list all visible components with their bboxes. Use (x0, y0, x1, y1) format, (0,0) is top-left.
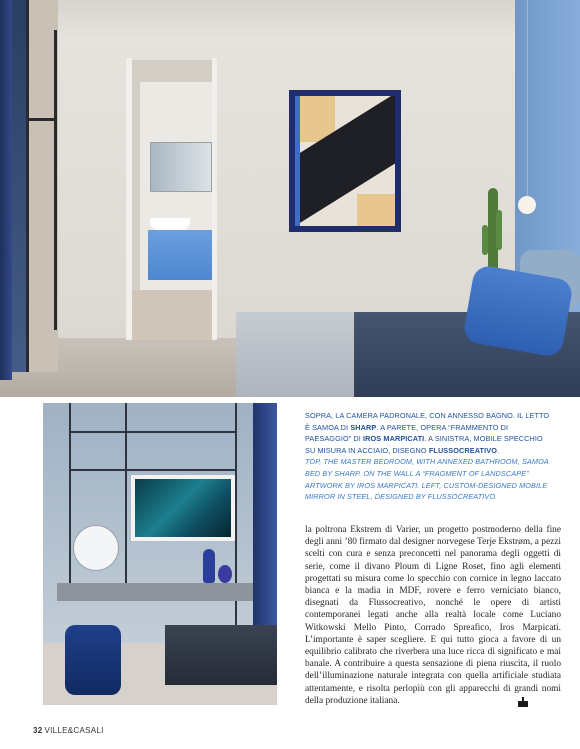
bathroom-cabinet (148, 230, 212, 280)
page-footer (33, 726, 104, 735)
caption-brand: FLUSSOCREATIVO (428, 445, 497, 455)
pouf (65, 625, 121, 695)
caption-italian (305, 410, 555, 456)
artwork (135, 479, 231, 537)
console-desk (57, 583, 253, 601)
wardrobe-shelf (26, 118, 56, 121)
curtain (0, 0, 12, 380)
caption-text: SOPRA, LA CAMERA PADRONALE, CON ANNESSO BAGNO. IL LETTO È SAMOA DI (305, 411, 550, 432)
artwork-shape (357, 194, 395, 226)
page-number: 32 (33, 726, 43, 735)
caption-text: . A SINISTRA, MOBILE SPECCHIO SU MISURA IN ACCIAIO, DISEGNO (305, 434, 543, 455)
steel-frame (69, 469, 237, 471)
end-of-article-icon (518, 697, 528, 707)
bathroom-sink (150, 218, 190, 230)
bed-throw (236, 312, 354, 397)
artwork-shape (295, 96, 300, 226)
cactus-arm (482, 225, 488, 255)
curtain (253, 403, 277, 633)
wardrobe-frame (26, 0, 29, 372)
caption-brand: SHARP (350, 422, 377, 432)
cactus-arm (496, 210, 502, 250)
artwork-fragment-of-landscape (295, 96, 395, 226)
door-frame (212, 58, 217, 340)
wardrobe-frame (54, 30, 57, 330)
bathroom-mirror (150, 142, 212, 192)
pendant-cord (527, 0, 528, 200)
ceiling (0, 0, 580, 36)
round-mirror (73, 525, 119, 571)
bathroom-floor (132, 290, 214, 340)
vase (218, 565, 232, 583)
pendant-lamp (518, 196, 536, 214)
article-body-text: la poltrona Ekstrem di Varier, un progetto postmoderno della fine degli anni ’80 firmato dal designer norvegese Terje Ekstrøm, a pezzi scelti con cura e senza preconcetti nel panorama degli oggetti di serie, come il divano Ploum di Ligne Roset, fino agli elementi progettati su misura come lo specchio con cornice in legno laccato bianca e la madia in MDF, rovere e ferro verniciato bianco, disegnati da Flussocreativo, nonché le opere di artisti contemporanei legati anche alla realtà locale come Luciano Witkowski Mello Pinto, Corrado Spreafico, Iros Marpicati. L’importante è saper scegliere. E qui tutto gioca a favore di un equilibrio calibrato che riverbera una luce ricca di significato e mai banale. A contribuire a questa sensazione di piena riuscita, il ruolo dell’illuminazione naturale integrata con quella artificiale studiata attentamente, e risolta perlopiù con gli apparecchi di grandi nomi della produzione italiana. (305, 525, 561, 706)
bench (165, 625, 277, 685)
door-frame (126, 58, 132, 340)
photo-mirror-unit (43, 403, 277, 705)
steel-frame (69, 431, 237, 433)
caption-english: TOP, THE MASTER BEDROOM, WITH ANNEXED BATHROOM, SAMOA BED BY SHARP. ON THE WALL A “FRAGMENT OF LANDSCAPE” ARTWORK BY IROS MARPICATI. LEFT, CUSTOM-DESIGNED MOBILE MIRROR IN STEEL, DESIGNED BY FLUSSOCREATIVO. (305, 457, 549, 502)
caption-text: . A PARETE, OPERA “FRAMMENTO DI PAESAGGIO” DI (305, 422, 509, 444)
vase (203, 549, 215, 583)
caption-brand: IROS MARPICATI (363, 434, 425, 444)
magazine-name: VILLE&CASALI (44, 726, 104, 735)
photo-caption (305, 410, 555, 503)
caption-text: . (496, 445, 500, 455)
